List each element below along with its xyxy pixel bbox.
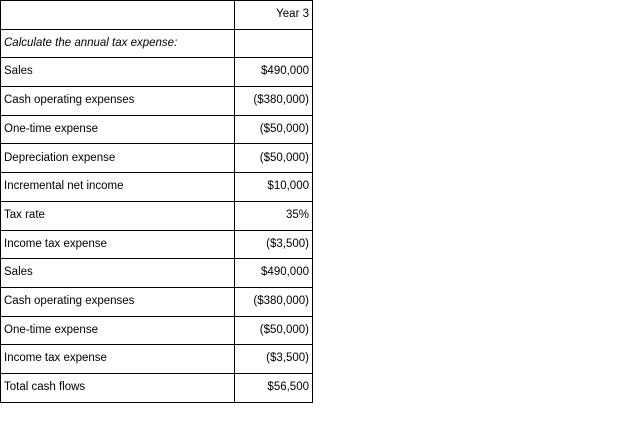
table-row: [1, 173, 313, 202]
income-tax-expense-label-cell-2[interactable]: Income tax expense: [1, 345, 235, 374]
table-row: [1, 115, 313, 144]
table-row: [1, 230, 313, 259]
depreciation-expense-label-cell[interactable]: Depreciation expense: [1, 144, 235, 173]
spreadsheet-table: [0, 0, 313, 403]
incremental-net-income-label-cell[interactable]: Incremental net income: [1, 173, 235, 202]
sales-label-cell[interactable]: Sales: [1, 58, 235, 87]
sales-label-cell-2[interactable]: Sales: [1, 259, 235, 288]
one-time-expense-value-cell-2[interactable]: ($50,000): [235, 316, 313, 345]
cash-operating-expenses-value-cell-2[interactable]: ($380,000): [235, 287, 313, 316]
table-row: [1, 287, 313, 316]
total-cash-flows-label-cell[interactable]: Total cash flows: [1, 373, 235, 402]
one-time-expense-label-cell[interactable]: One-time expense: [1, 115, 235, 144]
table-row: [1, 58, 313, 87]
table-row: [1, 144, 313, 173]
cash-operating-expenses-label-cell-2[interactable]: Cash operating expenses: [1, 287, 235, 316]
table-row: [1, 373, 313, 402]
tax-rate-value-cell[interactable]: 35%: [235, 201, 313, 230]
income-tax-expense-value-cell-2[interactable]: ($3,500): [235, 345, 313, 374]
table-row: [1, 316, 313, 345]
table-row: [1, 87, 313, 116]
section-title-cell[interactable]: Calculate the annual tax expense:: [1, 29, 235, 58]
year-3-header-cell[interactable]: Year 3: [235, 1, 313, 30]
header-label-cell[interactable]: [1, 1, 235, 30]
one-time-expense-value-cell[interactable]: ($50,000): [235, 115, 313, 144]
table-row: [1, 259, 313, 288]
sales-value-cell[interactable]: $490,000: [235, 58, 313, 87]
depreciation-expense-value-cell[interactable]: ($50,000): [235, 144, 313, 173]
total-cash-flows-value-cell[interactable]: $56,500: [235, 373, 313, 402]
table-row: [1, 201, 313, 230]
header-row: [1, 1, 313, 30]
one-time-expense-label-cell-2[interactable]: One-time expense: [1, 316, 235, 345]
sales-value-cell-2[interactable]: $490,000: [235, 259, 313, 288]
section-row: [1, 29, 313, 58]
table-row: [1, 345, 313, 374]
tax-rate-label-cell[interactable]: Tax rate: [1, 201, 235, 230]
cash-operating-expenses-value-cell[interactable]: ($380,000): [235, 87, 313, 116]
incremental-net-income-value-cell[interactable]: $10,000: [235, 173, 313, 202]
income-tax-expense-value-cell[interactable]: ($3,500): [235, 230, 313, 259]
cash-operating-expenses-label-cell[interactable]: Cash operating expenses: [1, 87, 235, 116]
section-value-cell[interactable]: [235, 29, 313, 58]
income-tax-expense-label-cell[interactable]: Income tax expense: [1, 230, 235, 259]
